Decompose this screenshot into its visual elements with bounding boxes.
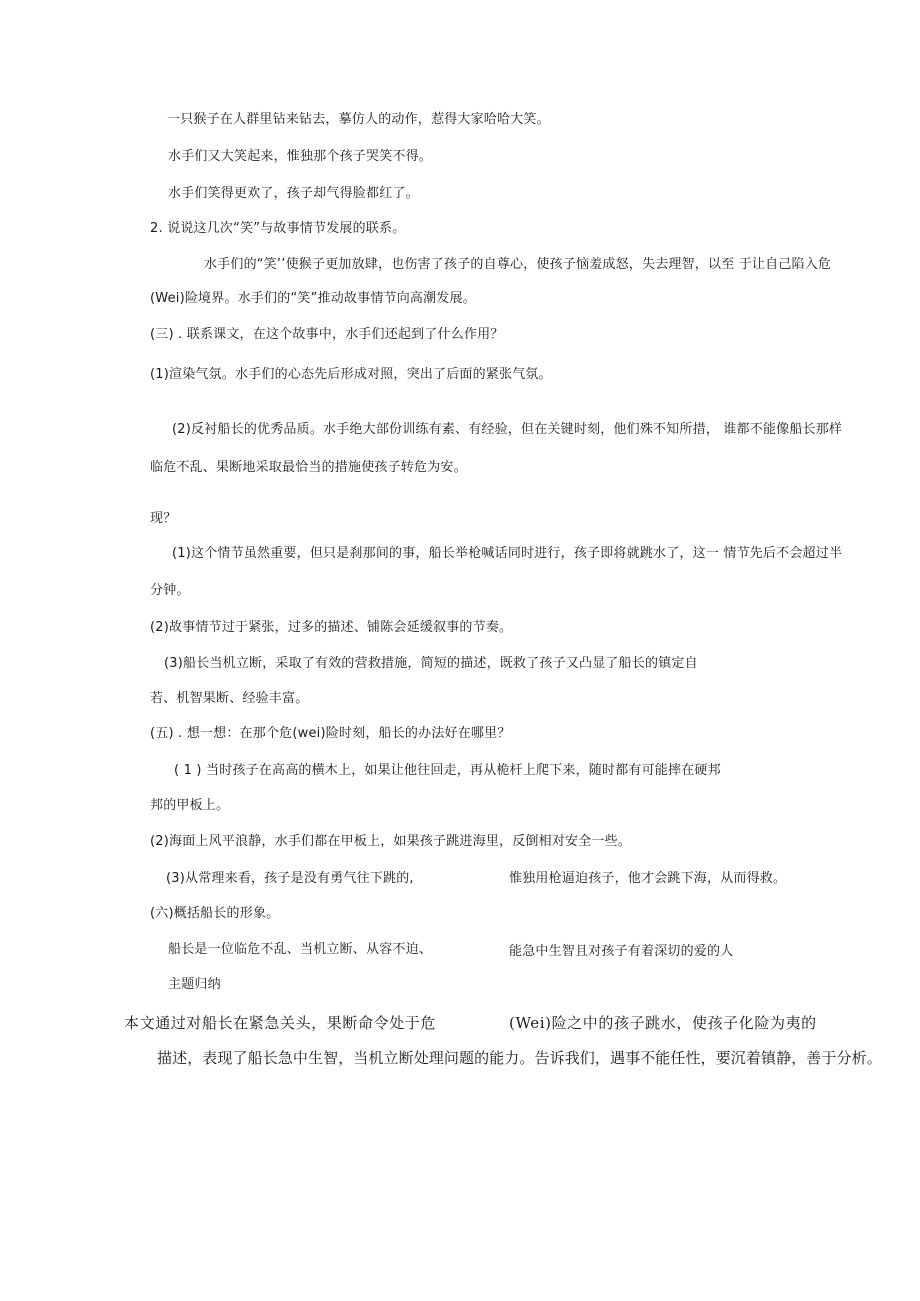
text-line: 临危不乱、果断地采取最恰当的措施使孩子转危为安。: [150, 460, 467, 475]
text-line: (2)故事情节过于紧张，过多的描述、铺陈会延缓叙事的节奏。: [150, 620, 513, 635]
text-line: 水手们的“笑’’使猴子更加放肆，也伤害了孩子的自尊心，使孩子恼羞成怒，失去理智，以至 于让自己陷入危: [204, 257, 832, 272]
summary-line: (Wei)险之中的孩子跳水，使孩子化险为夷的: [509, 1014, 817, 1032]
text-line: (3)船长当机立断，采取了有效的营救措施，简短的描述，既救了孩子又凸显了船长的镇定自: [164, 656, 698, 671]
text-line: 水手们笑得更欢了，孩子却气得脸都红了。: [168, 186, 419, 201]
summary-line: 本文通过对船长在紧急关头，果断命令处于危: [124, 1014, 437, 1032]
text-line: (1)这个情节虽然重要，但只是刹那间的事，船长举枪喊话同时进行，孩子即将就跳水了，这一 情节先后不会超过半: [172, 546, 843, 561]
text-line: ( 1 ) 当时孩子在高高的横木上，如果让他往回走，再从桅杆上爬下来，随时都有可能摔在硬邦: [174, 763, 721, 778]
question-heading: 2. 说说这几次“笑”与故事情节发展的联系。: [150, 221, 406, 236]
text-line: 惟独用枪逼迫孩子，他才会跳下海，从而得救。: [509, 871, 787, 886]
text-line: 若、机智果断、经验丰富。: [150, 691, 309, 706]
section-heading: (三) . 联系课文，在这个故事中，水手们还起到了什么作用？: [150, 327, 504, 342]
text-line: 一只猴子在人群里钻来钻去，摹仿人的动作，惹得大家哈哈大笑。: [167, 112, 550, 127]
text-line: (2)反衬船长的优秀品质。水手绝大部份训练有素、有经验，但在关键时刻，他们殊不知所措， 谁都不能像船长那样: [172, 422, 843, 437]
text-line: 分钟。: [150, 583, 190, 598]
summary-line: 描述，表现了船长急中生智，当机立断处理问题的能力。告诉我们，遇事不能任性，要沉着镇静，善于分析。: [157, 1049, 882, 1067]
section-heading: (六)概括船长的形象。: [150, 906, 280, 921]
text-line: 能急中生智且对孩子有着深切的爱的人: [509, 944, 734, 959]
text-line: 船长是一位临危不乱、当机立断、从容不迫、: [168, 942, 433, 957]
text-line: (3)从常理来看，孩子是没有勇气往下跳的,: [166, 871, 414, 886]
section-heading: (五) . 想一想：在那个危(wei)险时刻，船长的办法好在哪里？: [150, 726, 511, 741]
text-line: 现？: [150, 511, 177, 526]
text-line: 邦的甲板上。: [150, 798, 230, 813]
text-line: (1)渲染气氛。水手们的心态先后形成对照，突出了后面的紧张气氛。: [150, 367, 552, 382]
text-line: (2)海面上风平浪静，水手们都在甲板上，如果孩子跳进海里，反倒相对安全一些。: [150, 834, 632, 849]
section-heading: 主题归纳: [168, 977, 221, 992]
text-line: 水手们又大笑起来，惟独那个孩子哭笑不得。: [168, 149, 433, 164]
text-line: (Wei)险境界。水手们的“笑”推动故事情节向高潮发展。: [150, 291, 476, 306]
